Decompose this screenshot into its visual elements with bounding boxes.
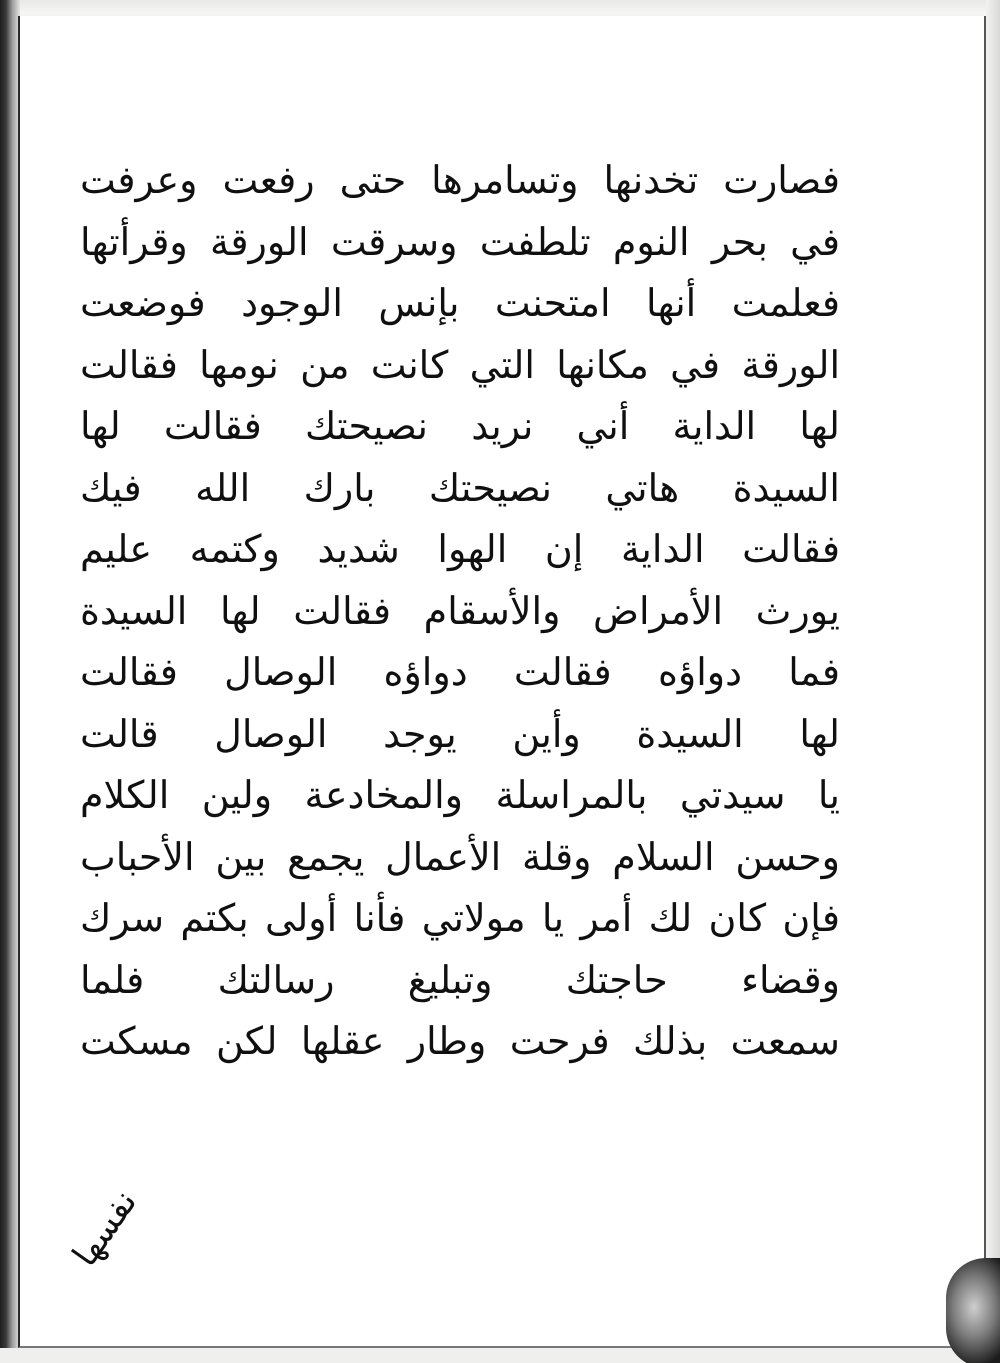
text-line: السيدة هاتي نصيحتك بارك الله فيك [80, 465, 840, 510]
text-line: فصارت تخدنها وتسامرها حتى رفعت وعرفت [80, 158, 840, 202]
holding-thumb [946, 1258, 1000, 1363]
text-line: يا سيدتي بالمراسلة والمخادعة ولين الكلام [80, 773, 840, 817]
text-line: يورث الأمراض والأسقام فقالت لها السيدة [80, 588, 840, 633]
text-line: لها السيدة وأين يوجد الوصال قالت [80, 711, 840, 756]
scan-top-margin [0, 0, 1000, 14]
text-line: وحسن السلام وقلة الأعمال يجمع بين الأحباب [80, 834, 840, 879]
catchword: نفسها [64, 1182, 146, 1274]
text-line: سمعت بذلك فرحت وطار عقلها لكن مسكت [80, 1019, 840, 1063]
text-line: الورقة في مكانها التي كانت من نومها فقالت [80, 342, 840, 387]
text-line: لها الداية أني نريد نصيحتك فقالت لها [80, 404, 840, 448]
text-line: فإن كان لك أمر يا مولاتي فأنا أولى بكتم سرك [80, 896, 840, 940]
manuscript-text-block [80, 150, 840, 1073]
text-line: فما دواؤه فقالت دواؤه الوصال فقالت [80, 650, 840, 694]
text-line: في بحر النوم تلطفت وسرقت الورقة وقرأتها [80, 219, 840, 264]
text-line: فعلمت أنها امتحنت بإنس الوجود فوضعت [80, 281, 840, 325]
page-edge-shadow [986, 0, 1000, 1363]
text-line: فقالت الداية إن الهوا شديد وكتمه عليم [80, 527, 840, 571]
book-spine-edge [0, 0, 20, 1363]
scan-bottom-margin [0, 1348, 1000, 1363]
text-line: وقضاء حاجتك وتبليغ رسالتك فلما [80, 957, 840, 1002]
